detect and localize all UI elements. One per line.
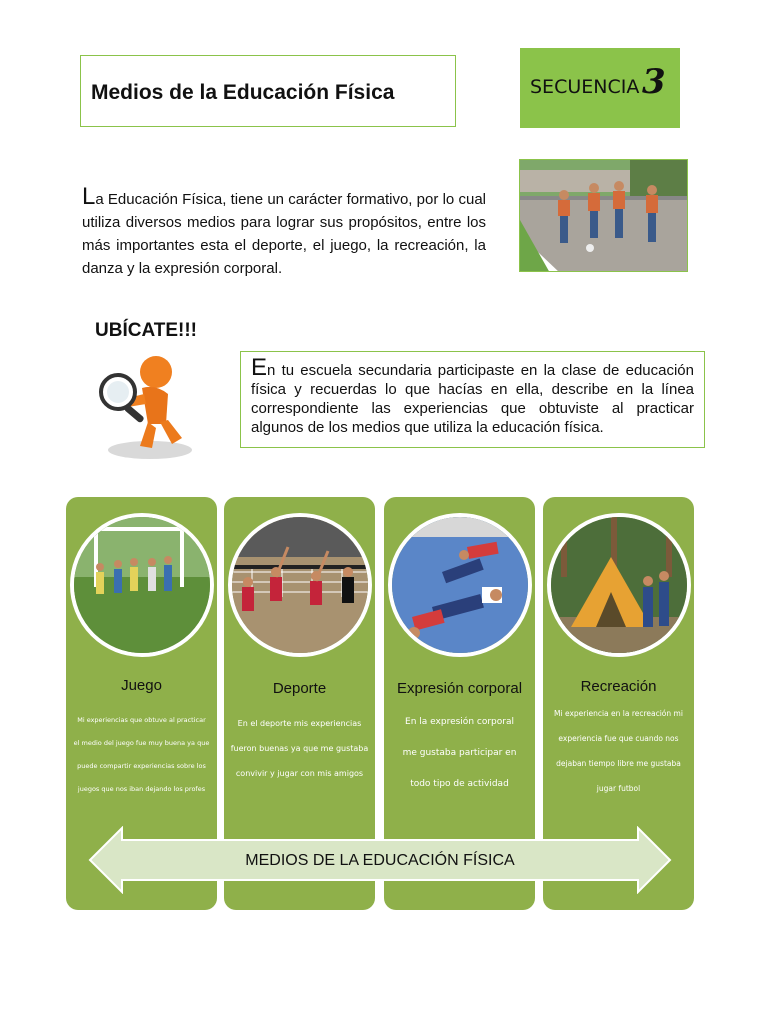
recreacion-photo (547, 513, 691, 657)
juego-line: juegos que nos iban dejando los profes (77, 785, 206, 793)
instruction-drop-cap: E (251, 354, 268, 381)
recreacion-description (549, 701, 688, 801)
title-box (80, 55, 456, 127)
instruction-text: n tu escuela secundaria participaste en la clase de educación física y recuerdas lo que hacías en ella, describe en la línea correspondiente las experiencias que obtuviste al practicar algunos de los medios que utiliza la educación física. (251, 362, 694, 436)
recreacion-line: Mi experiencia en la recreación mi (554, 709, 683, 718)
page-title: Medios de la Educación Física (91, 81, 395, 104)
expresion-corporal-photo (388, 513, 532, 657)
deporte-line: En el deporte mis experiencias (237, 719, 362, 728)
juego-description (72, 709, 211, 801)
expresion-corporal-line: me gustaba participar en (402, 748, 517, 758)
ubicate-heading: UBÍCATE!!! (95, 320, 198, 341)
deporte-photo (228, 513, 372, 657)
recreacion-title: Recreación (580, 678, 657, 695)
expresion-corporal-title: Expresión corporal (396, 680, 523, 697)
juego-line: Mi experiencias que obtuve al practicar (77, 716, 206, 724)
expresion-corporal-line: En la expresión corporal (405, 717, 514, 727)
sequence-label: SECUENCIA (530, 76, 640, 98)
deporte-line: convivir y jugar con mis amigos (235, 769, 364, 778)
sequence-number: 3 (642, 62, 666, 102)
recreacion-line: jugar futbol (596, 784, 641, 793)
deporte-line: fueron buenas ya que me gustaba (230, 744, 369, 753)
recreacion-line: experiencia fue que cuando nos (558, 734, 679, 743)
double-arrow-banner (88, 826, 672, 894)
juego-title: Juego (121, 677, 162, 694)
juego-line: el medio del juego fue muy buena ya que (73, 739, 210, 747)
juego-photo (70, 513, 214, 657)
recreacion-line: dejaban tiempo libre me gustaba (556, 759, 681, 768)
street-soccer-photo (519, 159, 688, 272)
magnifying-figure-icon (90, 350, 200, 462)
intro-text: a Educación Física, tiene un carácter formativo, por lo cual utiliza diversos medios para lograr sus propósitos, entre los más importantes esta el deporte, el juego, la recreación, la danza y la expresión corporal. (82, 191, 486, 277)
deporte-description (230, 711, 369, 786)
expresion-corporal-description (390, 707, 529, 800)
juego-line: puede compartir experiencias sobre los (77, 762, 206, 770)
sequence-badge (520, 48, 680, 128)
intro-paragraph (82, 185, 486, 280)
deporte-title: Deporte (272, 680, 327, 697)
expresion-corporal-line: todo tipo de actividad (410, 779, 509, 789)
instruction-box (240, 351, 705, 448)
intro-drop-cap: L (82, 183, 96, 210)
arrow-label: MEDIOS DE LA EDUCACIÓN FÍSICA (245, 852, 515, 869)
